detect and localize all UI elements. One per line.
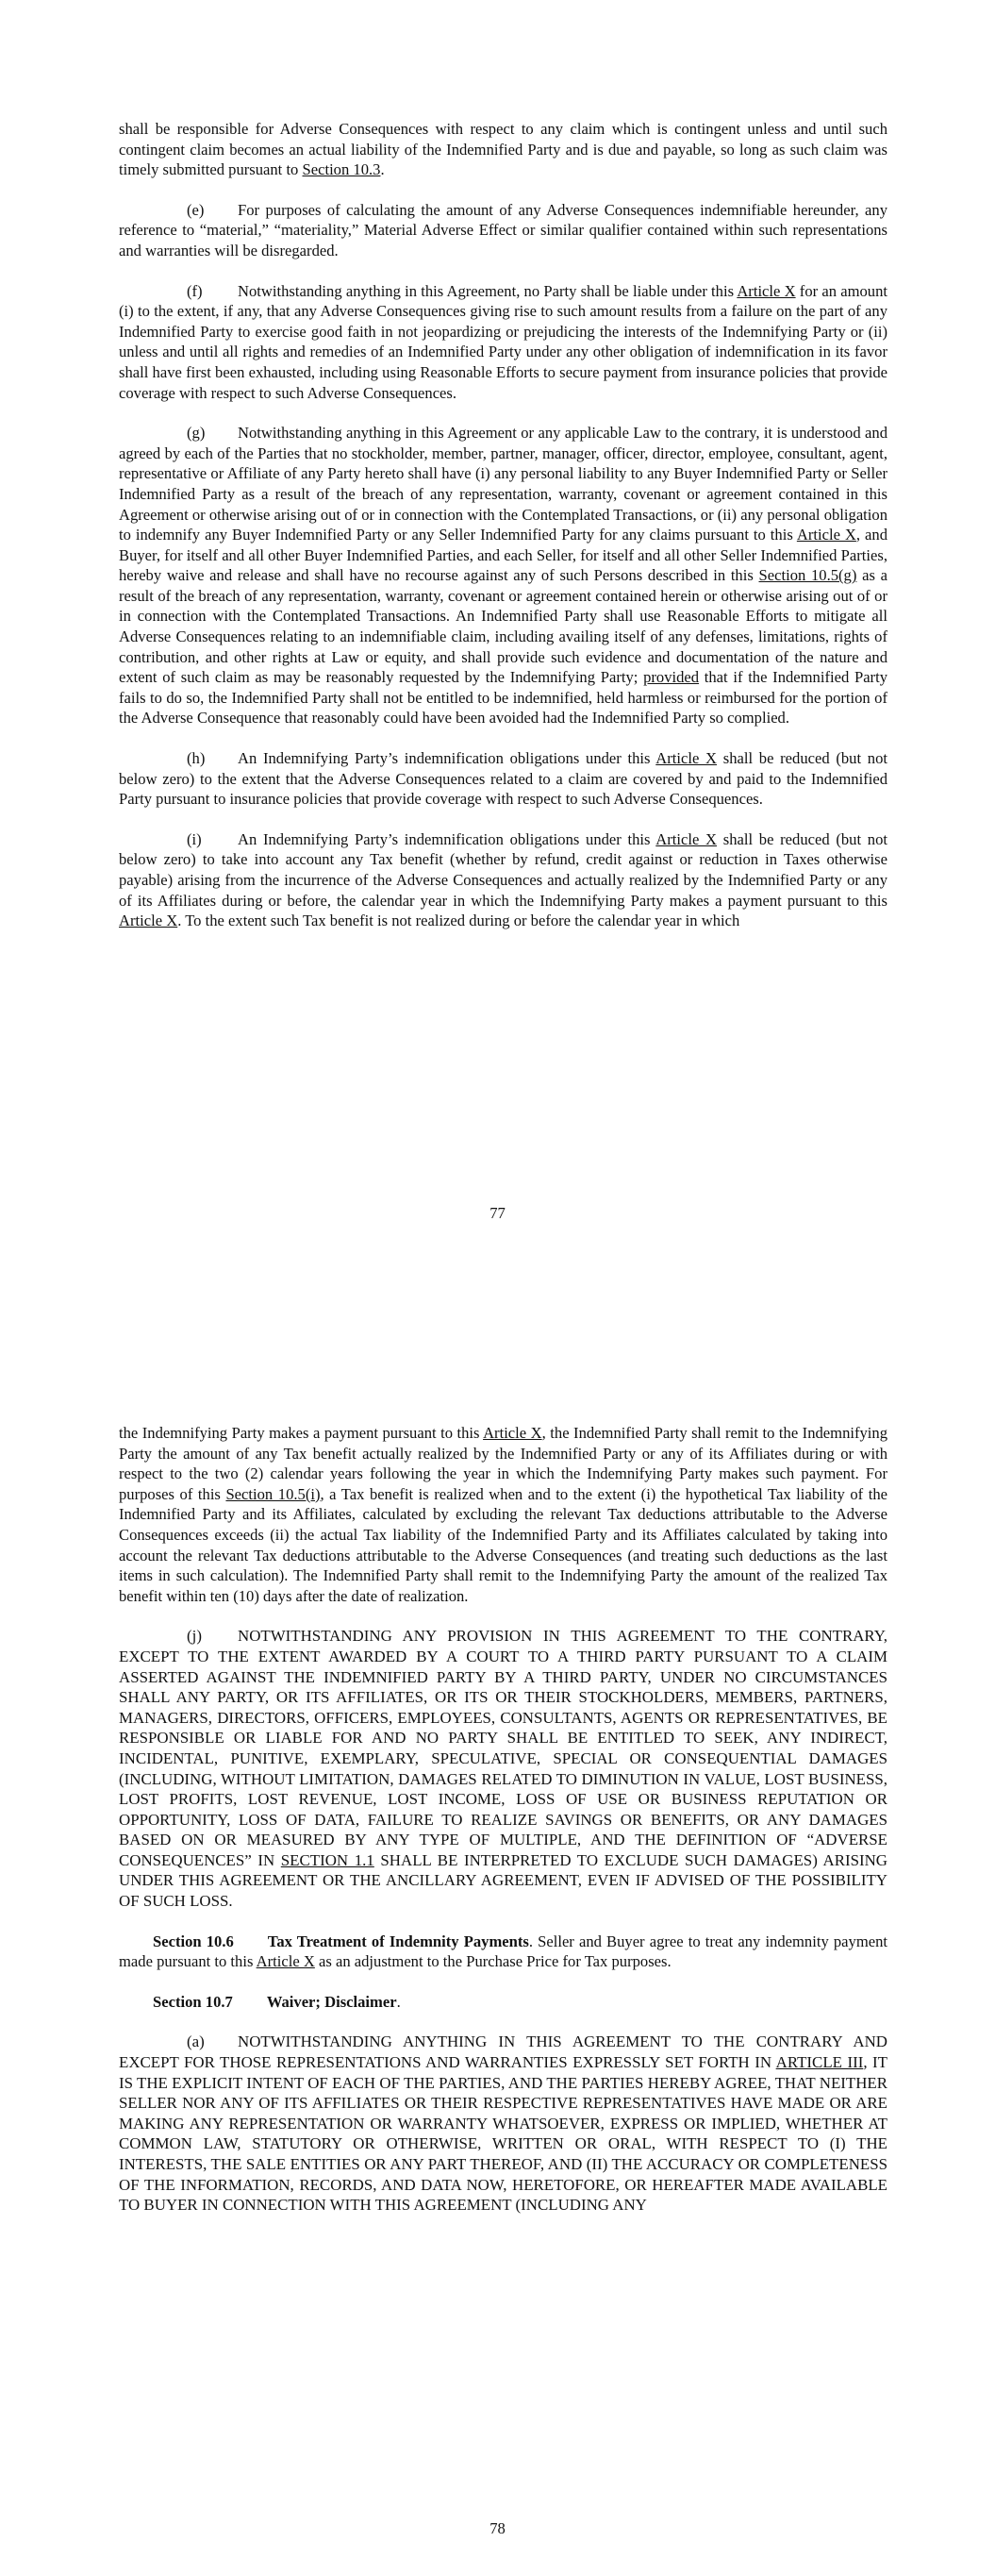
clause-label: (i) [187, 829, 202, 848]
cross-reference-link: Article X [796, 526, 856, 544]
cross-reference-link: Section 10.5(g) [758, 566, 857, 585]
section-number: Section 10.7 [153, 1992, 233, 2011]
page-number: 78 [489, 2519, 506, 2537]
clause-label: (g) [187, 424, 206, 443]
cross-reference-link: Article X [119, 912, 178, 930]
clause-label: (f) [187, 281, 203, 300]
cross-reference-link: Article X [737, 281, 796, 300]
paragraph-a: (a) NOTWITHSTANDING ANYTHING IN THIS AGREEMENT TO THE CONTRARY AND EXCEPT FOR THOSE REPRESENTATIONS AND WARRANTIES EXPRESSLY SET FORTH IN ARTICLE III, IT IS THE EXPLICIT INTENT OF EACH OF THE PARTIES, AND THE PARTIES HEREBY AGREE, THAT NEITHER SELLER NOR ANY OF ITS AFFILIATES OR THEIR RESPECTIVE REPRESENTATIVES HAVE MADE OR ARE MAKING ANY REPRESENTATION OR WARRANTY WHATSOEVER, EXPRESS OR IMPLIED, WHETHER AT COMMON LAW, STATUTORY OR OTHERWISE, WRITTEN OR ORAL, WITH RESPECT TO (I) THE INTERESTS, THE SALE ENTITIES OR ANY PART THEREOF, AND (II) THE ACCURACY OR COMPLETENESS OF THE INFORMATION, RECORDS, AND DATA NOW, HERETOFORE, OR HEREAFTER MADE AVAILABLE TO BUYER IN CONNECTION WITH THIS AGREEMENT (INCLUDING ANY [119, 2032, 887, 2215]
clause-label: (h) [187, 749, 206, 768]
page-number: 77 [489, 1204, 506, 1222]
clause-label: (e) [187, 200, 205, 219]
document-page-77 [0, 0, 995, 1283]
paragraph-j: (j) NOTWITHSTANDING ANY PROVISION IN THIS AGREEMENT TO THE CONTRARY, EXCEPT TO THE EXTENT AWARDED BY A COURT TO A THIRD PARTY PURSUANT TO A CLAIM ASSERTED AGAINST THE INDEMNIFIED PARTY BY A THIRD PARTY, UNDER NO CIRCUMSTANCES SHALL ANY PARTY, OR ITS AFFILIATES, OR ITS OR THEIR STOCKHOLDERS, MEMBERS, PARTNERS, MANAGERS, DIRECTORS, OFFICERS, EMPLOYEES, CONSULTANTS, AGENTS OR REPRESENTATIVES, BE RESPONSIBLE OR LIABLE FOR AND NO PARTY SHALL BE ENTITLED TO SEEK, ANY INDIRECT, INCIDENTAL, PUNITIVE, EXEMPLARY, SPECULATIVE, SPECIAL OR CONSEQUENTIAL DAMAGES (INCLUDING, WITHOUT LIMITATION, DAMAGES RELATED TO DIMINUTION IN VALUE, LOST BUSINESS, LOST PROFITS, LOST REVENUE, LOST INCOME, LOSS OF USE OR BUSINESS REPUTATION OR OPPORTUNITY, LOSS OF DATA, FAILURE TO REALIZE SAVINGS OR BENEFITS, OR ANY DAMAGES BASED ON OR MEASURED BY ANY TYPE OF MULTIPLE, AND THE DEFINITION OF “ADVERSE CONSEQUENCES” IN SECTION 1.1 SHALL BE INTERPRETED TO EXCLUDE SUCH DAMAGES) ARISING UNDER THIS AGREEMENT OR THE ANCILLARY AGREEMENT, EVEN IF ADVISED OF THE POSSIBILITY OF SUCH LOSS. [119, 1627, 887, 1911]
section-title: Tax Treatment of Indemnity Payments [267, 1932, 529, 1950]
paragraph-i: (i) An Indemnifying Party’s indemnification obligations under this Article X shall be reduced (but not below zero) to take into account any Tax benefit (whether by refund, credit against or reduction in Taxes otherwise payable) arising from the incurrence of the Adverse Consequences and actually realized by the Indemnified Party or any of its Affiliates during or before, the calendar year in which the Indemnifying Party makes a payment pursuant to this Article X. To the extent such Tax benefit is not realized during or before the calendar year in which [119, 829, 887, 930]
cross-reference-link: Section 10.3 [302, 160, 381, 179]
section-number: Section 10.6 [153, 1932, 234, 1950]
page-body [119, 1423, 887, 2235]
paragraph-g: (g) Notwithstanding anything in this Agreement or any applicable Law to the contrary, it is understood and agreed by each of the Parties that no stockholder, member, partner, manager, officer, director, employee, consultant, agent, representative or Affiliate of any Party hereto shall have (i) any personal liability to any Buyer Indemnified Party or Seller Indemnified Party as a result of the breach of any representation, warranty, covenant or agreement contained in this Agreement or otherwise arising out of or in connection with the Contemplated Transactions, or (ii) any personal obligation to indemnify any Buyer Indemnified Party or any Seller Indemnified Party for any claims pursuant to this Article X, and Buyer, for itself and all other Buyer Indemnified Parties, and each Seller, for itself and all other Seller Indemnified Parties, hereby waive and release and shall have no recourse against any of such Persons described in this Section 10.5(g) as a result of the breach of any representation, warranty, covenant or agreement contained herein or otherwise arising out of or in connection with the Contemplated Transactions. An Indemnified Party shall use Reasonable Efforts to mitigate all Adverse Consequences relating to an indemnifiable claim, including availing itself of any defenses, limitations, rights of contribution, and other rights at Law or equity, and shall provide such evidence and documentation of the nature and extent of such claim as may be reasonably requested by the Indemnifying Party; provided that if the Indemnified Party fails to do so, the Indemnified Party shall not be entitled to be indemnified, held harmless or reimbursed for the portion of the Adverse Consequence that reasonably could have been avoided had the Indemnified Party so complied. [119, 424, 887, 728]
paragraph-continuation: shall be responsible for Adverse Consequences with respect to any claim which is contingent unless and until such contingent claim becomes an actual liability of the Indemnified Party and is due and payable, so long as such claim was timely submitted pursuant to Section 10.3. [119, 120, 887, 179]
section-title: Waiver; Disclaimer [266, 1992, 397, 2011]
paragraph-f: (f) Notwithstanding anything in this Agreement, no Party shall be liable under this Article X for an amount (i) to the extent, if any, that any Adverse Consequences giving rise to such amount results from a failure on the part of any Indemnified Party to exercise good faith in not jeopardizing or prejudicing the interests of the Indemnifying Party or (ii) unless and until all rights and remedies of an Indemnified Party under any other obligation of indemnification in its favor shall have first been exhausted, including using Reasonable Efforts to secure payment from insurance policies that provide coverage with respect to such Adverse Consequences. [119, 281, 887, 402]
paragraph-h: (h) An Indemnifying Party’s indemnification obligations under this Article X shall be reduced (but not below zero) to the extent that the Adverse Consequences related to a claim are covered by and paid to the Indemnified Party pursuant to insurance policies that provide coverage with respect to such Adverse Consequences. [119, 749, 887, 809]
section-10-7: Section 10.7 Waiver; Disclaimer. [153, 1992, 401, 2011]
clause-label: (a) [187, 2032, 205, 2051]
cross-reference-link: Article X [655, 829, 718, 848]
clause-label: (j) [187, 1627, 202, 1646]
cross-reference-link: SECTION 1.1 [280, 1850, 374, 1869]
document-page-78 [0, 1293, 995, 2576]
paragraph-e: (e) For purposes of calculating the amount of any Adverse Consequences indemnifiable hereunder, any reference to “material,” “materiality,” Material Adverse Effect or similar qualifier contained within such representations and warranties will be disregarded. [119, 200, 887, 259]
cross-reference-link: Article X [256, 1952, 315, 1971]
section-10-6: Section 10.6 Tax Treatment of Indemnity Payments. Seller and Buyer agree to treat any indemnity payment made pursuant to this Article X as an adjustment to the Purchase Price for Tax purposes. [119, 1932, 887, 1971]
page-body [119, 119, 887, 951]
cross-reference-link: Article X [483, 1424, 542, 1442]
cross-reference-link: Article X [655, 749, 718, 768]
proviso-term: provided [643, 668, 700, 687]
cross-reference-link: Section 10.5(i) [225, 1484, 321, 1503]
paragraph-continuation: the Indemnifying Party makes a payment pursuant to this Article X, the Indemnified Party shall remit to the Indemnifying Party the amount of any Tax benefit actually realized by the Indemnified Party or any of its Affiliates during or with respect to the two (2) calendar years following the year in which the Indemnifying Party makes such payment. For purposes of this Section 10.5(i), a Tax benefit is realized when and to the extent (i) the hypothetical Tax liability of the Indemnified Party and its Affiliates, calculated by excluding the relevant Tax deductions attributable to the Adverse Consequences exceeds (ii) the actual Tax liability of the Indemnified Party and its Affiliates calculated by taking into account the relevant Tax deductions attributable to the Adverse Consequences (and treating such deductions as the last items in such calculation). The Indemnified Party shall remit to the Indemnifying Party the amount of the realized Tax benefit within ten (10) days after the date of realization. [119, 1424, 888, 1605]
cross-reference-link: ARTICLE III [775, 2053, 864, 2072]
